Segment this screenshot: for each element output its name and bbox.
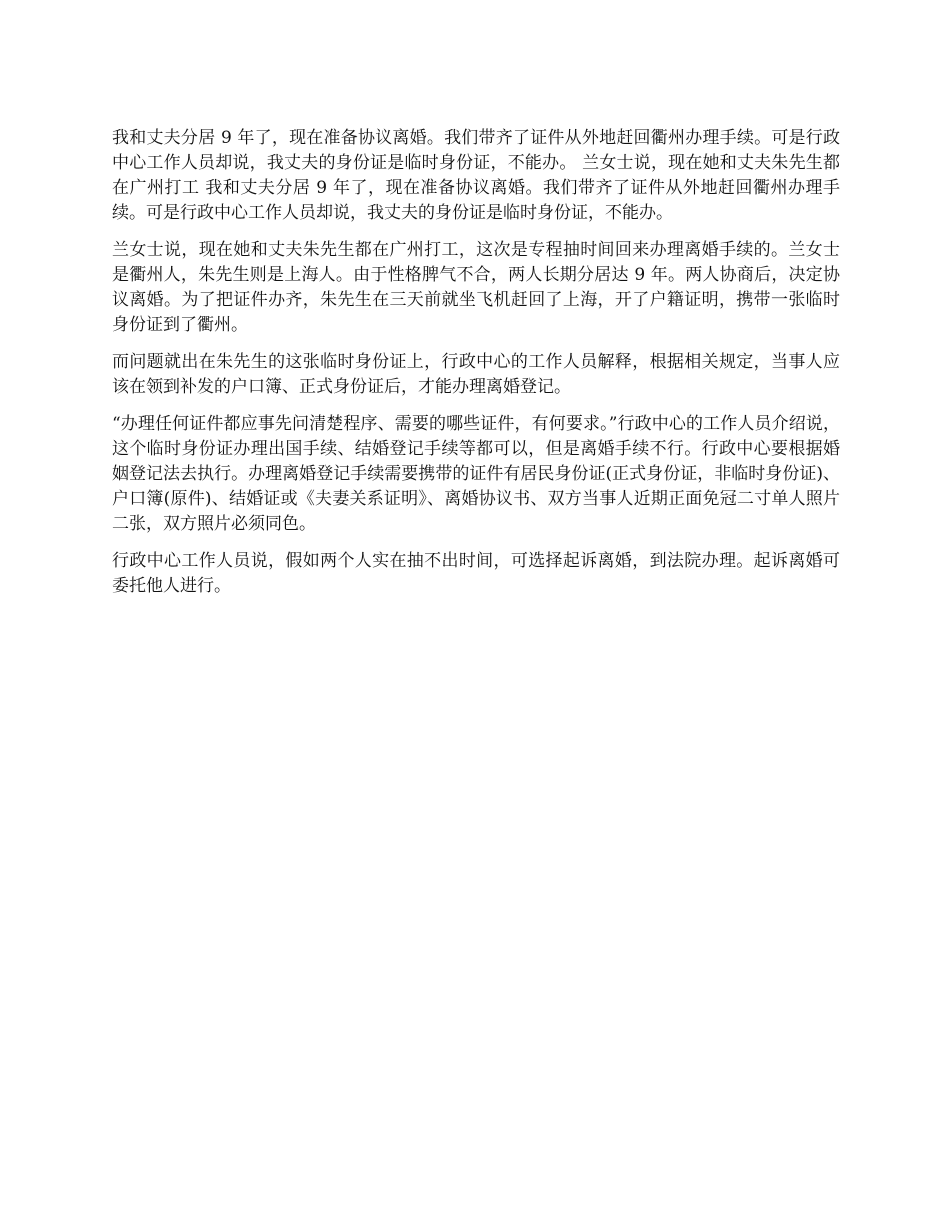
paragraph-2: 兰女士说，现在她和丈夫朱先生都在广州打工，这次是专程抽时间回来办理离婚手续的。兰女士是衢州人，朱先生则是上海人。由于性格脾气不合，两人长期分居达 9 年。两人协商后，决定协议离婚。为了把证件办齐，朱先生在三天前就坐飞机赶回了上海，开了户籍证明，携带一张临时身份证到了衢州。 [112, 240, 840, 335]
paragraph-3: 而问题就出在朱先生的这张临时身份证上，行政中心的工作人员解释，根据相关规定，当事人应该在领到补发的户口簿、正式身份证后，才能办理离婚登记。 [112, 352, 840, 397]
paragraph-5: 行政中心工作人员说，假如两个人实在抽不出时间，可选择起诉离婚，到法院办理。起诉离婚可委托他人进行。 [112, 551, 840, 596]
paragraph-4: “办理任何证件都应事先问清楚程序、需要的哪些证件，有何要求。”行政中心的工作人员介绍说，这个临时身份证办理出国手续、结婚登记手续等都可以，但是离婚手续不行。行政中心要根据婚姻登记法去执行。办理离婚登记手续需要携带的证件有居民身份证(正式身份证，非临时身份证)、户口簿(原件)、结婚证或《夫妻关系证明》、离婚协议书、双方当事人近期正面免冠二寸单人照片二张，双方照片必须同色。 [112, 414, 840, 534]
document-body [112, 126, 840, 611]
paragraph-1: 我和丈夫分居 9 年了，现在准备协议离婚。我们带齐了证件从外地赶回衢州办理手续。可是行政中心工作人员却说，我丈夫的身份证是临时身份证，不能办。 兰女士说，现在她和丈夫朱先生都在广州打工 我和丈夫分居 9 年了，现在准备协议离婚。我们带齐了证件从外地赶回衢州办理手续。可是行政中心工作人员却说，我丈夫的身份证是临时身份证，不能办。 [112, 128, 840, 223]
